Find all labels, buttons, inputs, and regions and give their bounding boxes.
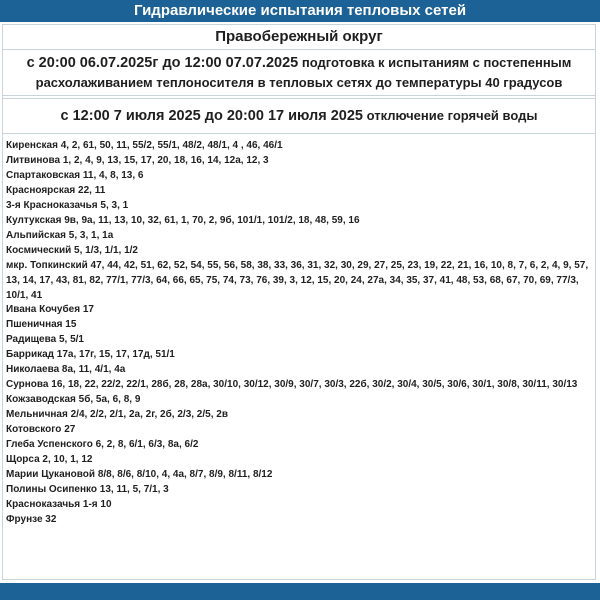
street-row: Щорса 2, 10, 1, 12 [6,454,93,466]
street-row: Фрунзе 32 [6,513,57,525]
district-title: Правобережный округ [3,25,595,50]
street-row: Мельничная 2/4, 2/2, 2/1, 2а, 2г, 2б, 2/3, 2/5, 2в [6,409,228,421]
street-row: Полины Осипенко 13, 11, 5, 7/1, 3 [6,483,169,495]
footer-bar [0,583,600,600]
street-row: Радищева 5, 5/1 [6,334,84,346]
street-list [3,134,595,528]
street-row: Кожзаводская 5б, 5а, 6, 8, 9 [6,394,141,406]
street-row: Космический 5, 1/3, 1/1, 1/2 [6,244,138,256]
street-row: Киренская 4, 2, 61, 50, 11, 55/2, 55/1, 48/2, 48/1, 4 , 46, 46/1 [6,140,283,151]
street-row: Баррикад 17а, 17г, 15, 17, 17д, 51/1 [6,349,175,361]
street-row: Пшеничная 15 [6,319,77,331]
header-banner [0,0,600,22]
outage-period: с 12:00 7 июля 2025 до 20:00 17 июля 2025 [60,108,363,124]
outage-notice [3,99,595,134]
street-row: Красноярская 22, 11 [6,184,106,196]
street-row: Марии Цукановой 8/8, 8/6, 8/10, 4, 4а, 8/7, 8/9, 8/11, 8/12 [6,468,273,480]
notice-panel [2,24,596,580]
street-row: Котовского 27 [6,424,76,436]
preparation-notice [3,50,595,96]
street-row: Спартаковская 11, 4, 8, 13, 6 [6,169,144,181]
preparation-period: с 20:00 06.07.2025г до 12:00 07.07.2025 [26,55,299,71]
street-row: Глеба Успенского 6, 2, 8, 6/1, 6/3, 8а, 6/2 [6,439,199,451]
street-row: 3-я Красноказачья 5, 3, 1 [6,199,129,211]
street-row: Ивана Кочубея 17 [6,304,94,316]
street-row: мкр. Топкинский 47, 44, 42, 51, 62, 52, 54, 55, 56, 58, 38, 33, 36, 31, 32, 30, 29, 27, 25, 23, 19, 22, 21, 16, 10, 8, 7, 6, 2, 4, 9, 57, 13, 14, 17, 43, 81, 82, 77/1, 77/3, 64, 66, 65, 75, 74, 73, 76, 39, 3, 12, 15, 20, 24, 27а, 34, 35, 37, 41, 48, 53, 68, 67, 70, 69, 77/3, 10/1, 41 [6,259,589,301]
street-row: Красноказачья 1-я 10 [6,498,112,510]
outage-text: отключение горячей воды [366,108,538,123]
preparation-text-b: расхолаживанием теплоносителя в тепловых сетях до температуры 40 градусов [35,75,563,90]
street-row: Култукская 9в, 9а, 11, 13, 10, 32, 61, 1, 70, 2, 9б, 101/1, 101/2, 18, 48, 59, 16 [6,214,360,226]
street-row: Николаева 8а, 11, 4/1, 4а [6,364,126,376]
street-row: Альпийская 5, 3, 1, 1а [6,229,114,241]
street-row: Сурнова 16, 18, 22, 22/2, 22/1, 28б, 28, 28а, 30/10, 30/12, 30/9, 30/7, 30/3, 22б, 30/2, 30/4, 30/5, 30/6, 30/1, 30/8, 30/11, 30/13 [6,379,578,391]
street-row: Литвинова 1, 2, 4, 9, 13, 15, 17, 20, 18, 16, 14, 12а, 12, 3 [6,154,269,166]
preparation-text-a: подготовка к испытаниям с постепенным [301,55,572,70]
header-title: Гидравлические испытания тепловых сетей [133,2,467,19]
